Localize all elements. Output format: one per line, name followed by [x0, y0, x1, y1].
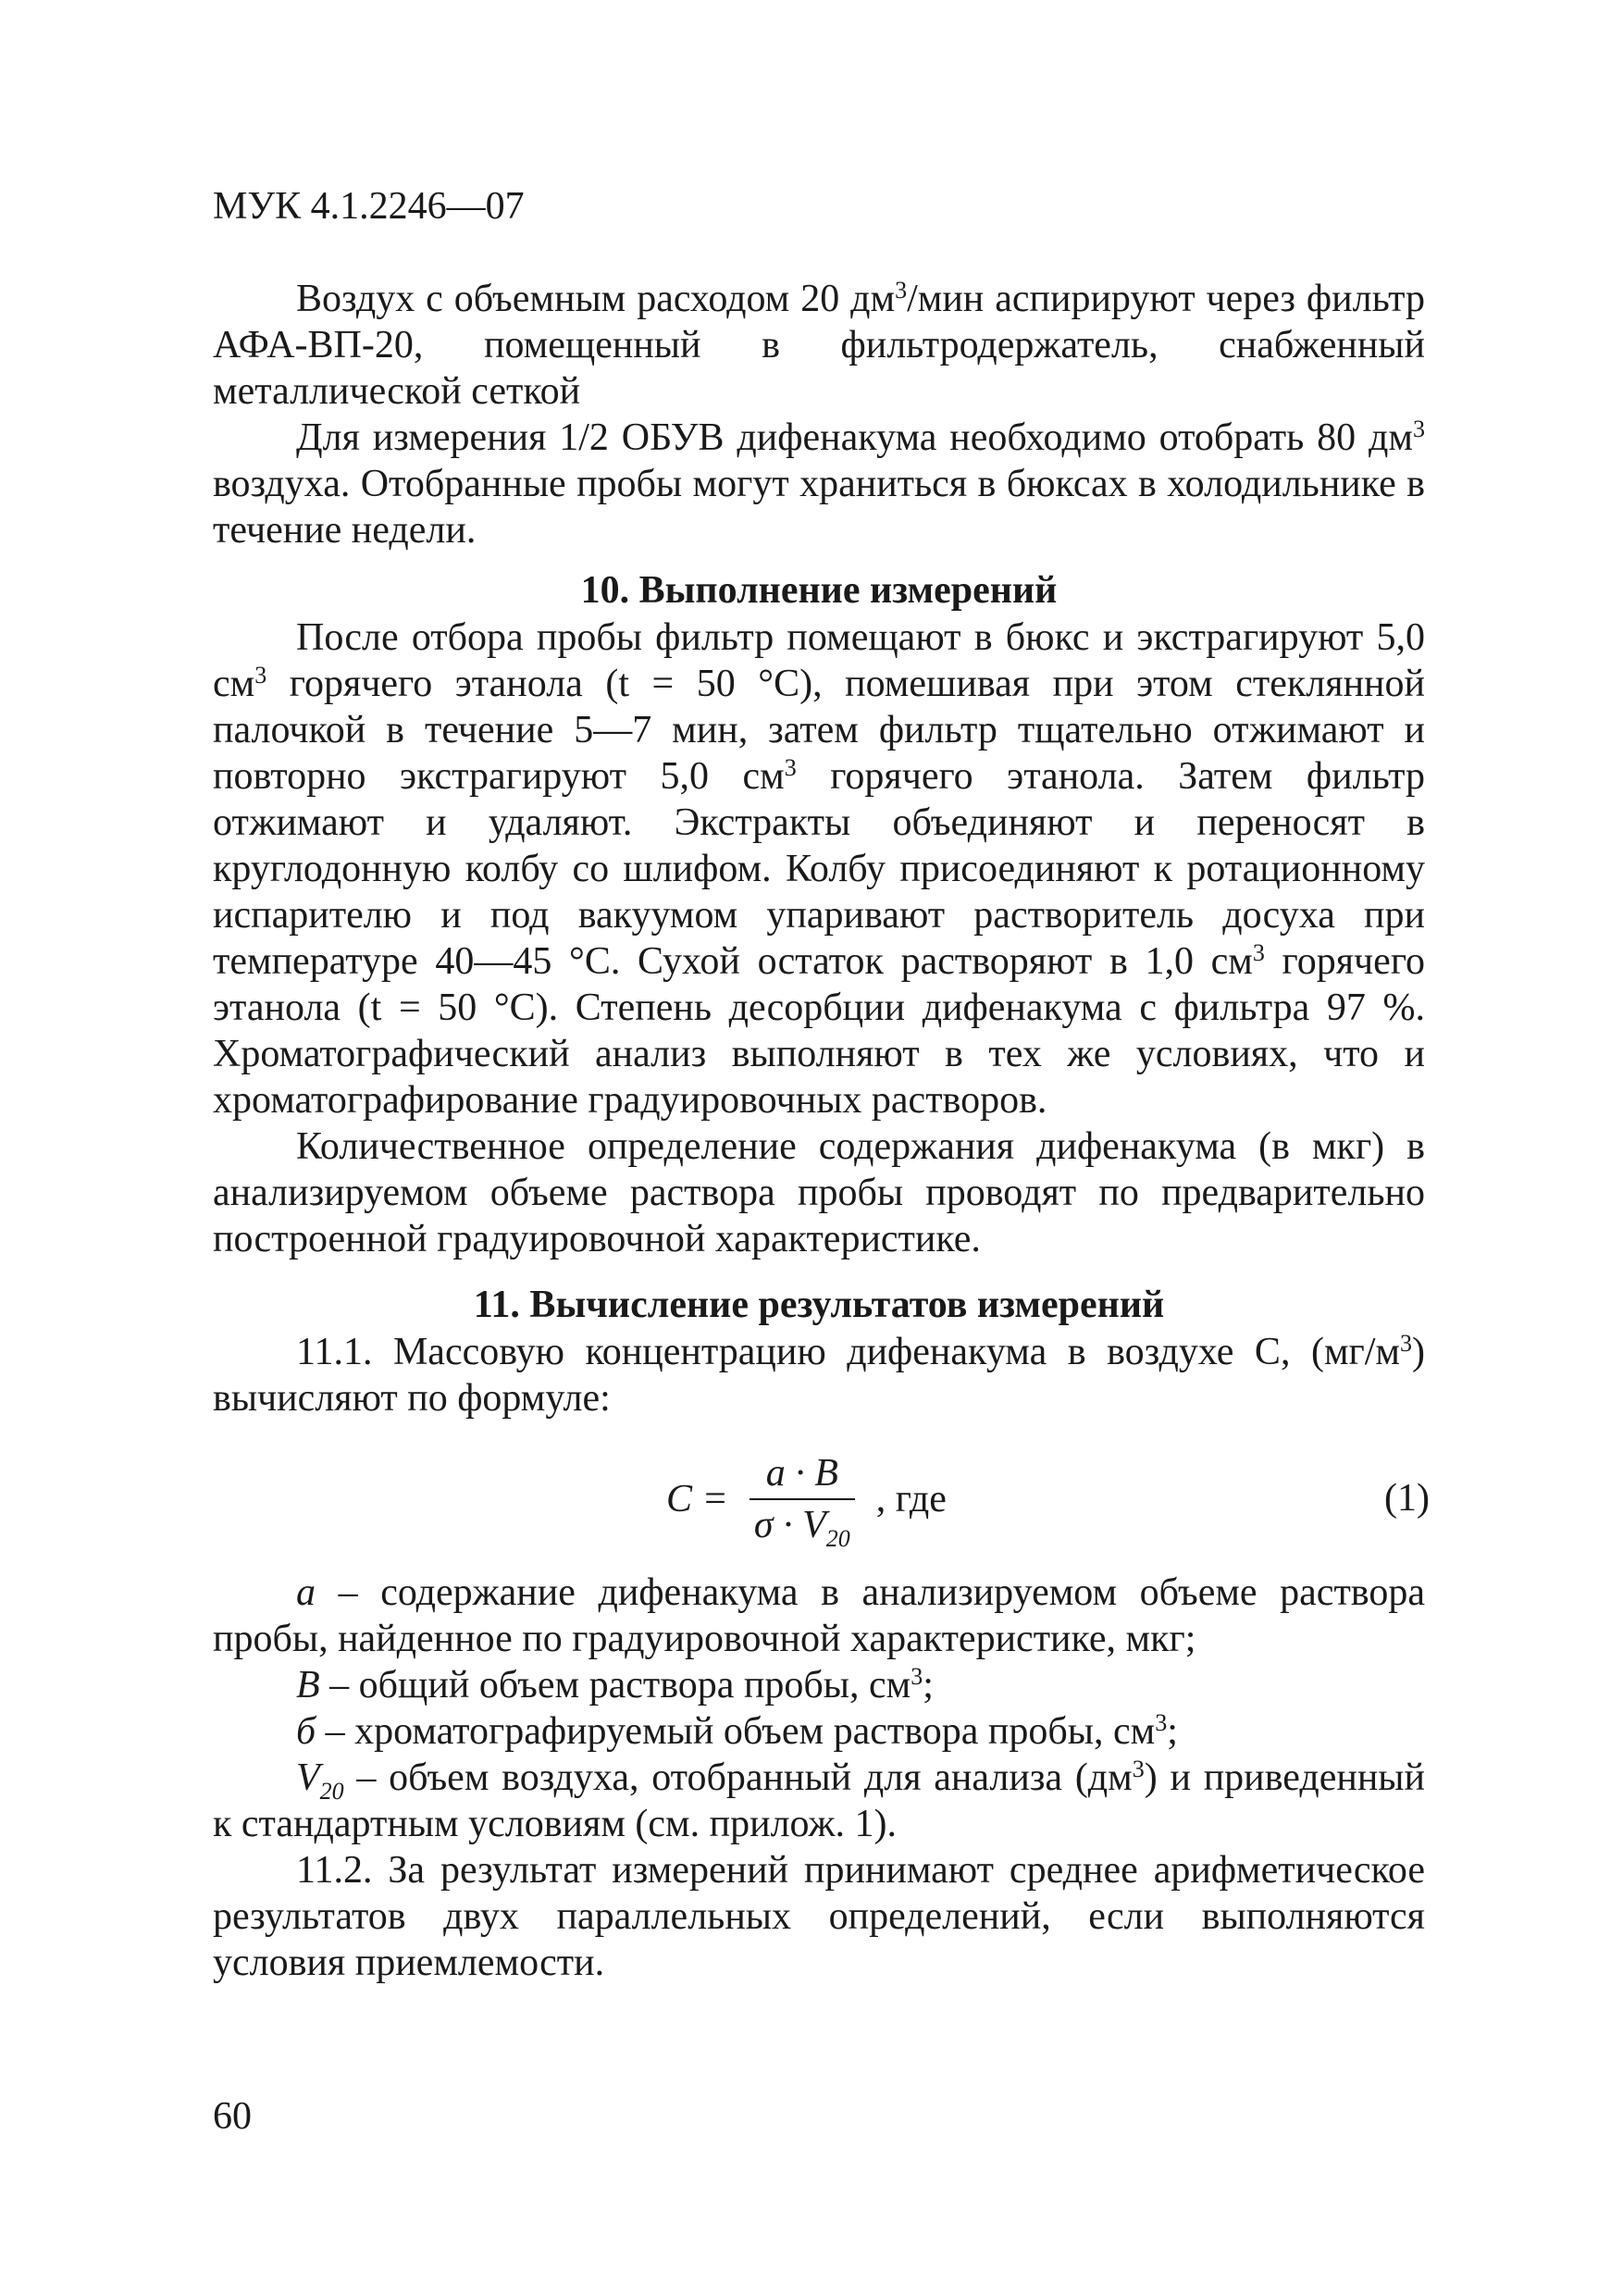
section-10-title: 10. Выполнение измерений — [580, 569, 1058, 612]
formula-fraction — [737, 1448, 867, 1550]
formula-lhs: C = — [666, 1478, 728, 1520]
section-11 — [213, 1281, 1425, 1421]
formula-1 — [666, 1444, 947, 1555]
definition-v20: $V_{20}$ – объем воздуха, отобранный для анализа $(дм^3)$ и приведенный к стандартным условиям (см. прилож. 1). — [213, 1756, 1425, 1845]
definition-b: B – общий объем раствора пробы, $см^3$; — [296, 1663, 934, 1706]
section-11-title: 11. Вычисление результатов измерений — [473, 1284, 1165, 1326]
document-header: МУК 4.1.2246—07 — [213, 185, 525, 228]
intro-paragraph-2: Для измерения 1/2 ОБУВ дифенакума необходимо отобрать 80 $дм^3$ воздуха. Отобранные пробы могут храниться в бюксах в холодильнике в течение недели. — [213, 416, 1425, 552]
page-number: 60 — [213, 2095, 252, 2138]
section-10-paragraph-1: После отбора пробы фильтр помещают в бюкс и экстрагируют 5,0 $см^3$ горячего этанола (t = 50 °C), помешивая при этом стеклянной палочкой в течение 5—7 мин, затем фильтр тщательно отжимают и повторно экстрагируют 5,0 $см^3$ горячего этанола. Затем фильтр отжимают и удаляют. Экстракты объединяют и переносят в круглодонную колбу со шлифом. Колбу присоединяют к ротационному испарителю и под вакуумом упаривают растворитель досуха при температуре 40—45 °C. Сухой остаток растворяют в 1,0 $см^3$ горячего этанола (t = 50 °C). Степень десорбции дифенакума с фильтра 97 %. Хроматографический анализ выполняют в тех же условиях, что и хроматографирование градуировочных растворов. — [213, 616, 1426, 1122]
intro-paragraph-1: Воздух с объемным расходом 20 $дм^3$/мин аспирируют через фильтр АФА-ВП-20, помещенный в фильтродержатель, снабженный металлической сеткой — [213, 277, 1425, 413]
formula-denominator: $\sigma \cdot V_{20}$ — [753, 1504, 850, 1552]
definition-sigma: б – хроматографируемый объем раствора пробы, $см^3$; — [296, 1709, 1178, 1753]
formula-numerator: a · B — [750, 1448, 855, 1500]
formula-number: (1) — [1384, 1477, 1430, 1520]
section-11-paragraph-2: 11.2. За результат измерений принимают среднее арифметическое результатов двух параллельных определений, если выполняются условия приемлемости. — [213, 1849, 1425, 1984]
definition-a: a – содержание дифенакума в анализируемом объеме раствора пробы, найденное по градуировочной характеристике, мкг; — [213, 1571, 1425, 1660]
section-10 — [213, 566, 1425, 1262]
formula-suffix: , где — [875, 1478, 947, 1520]
formula-definitions — [213, 1570, 1425, 1986]
section-11-paragraph-1: 11.1. Массовую концентрацию дифенакума в воздухе С, $(мг/м^3)$ вычисляют по формуле: — [213, 1330, 1425, 1420]
intro-section — [213, 276, 1425, 553]
section-10-paragraph-2: Количественное определение содержания дифенакума (в мкг) в анализируемом объеме раствора пробы проводят по предварительно построенной градуировочной характеристике. — [213, 1125, 1425, 1260]
